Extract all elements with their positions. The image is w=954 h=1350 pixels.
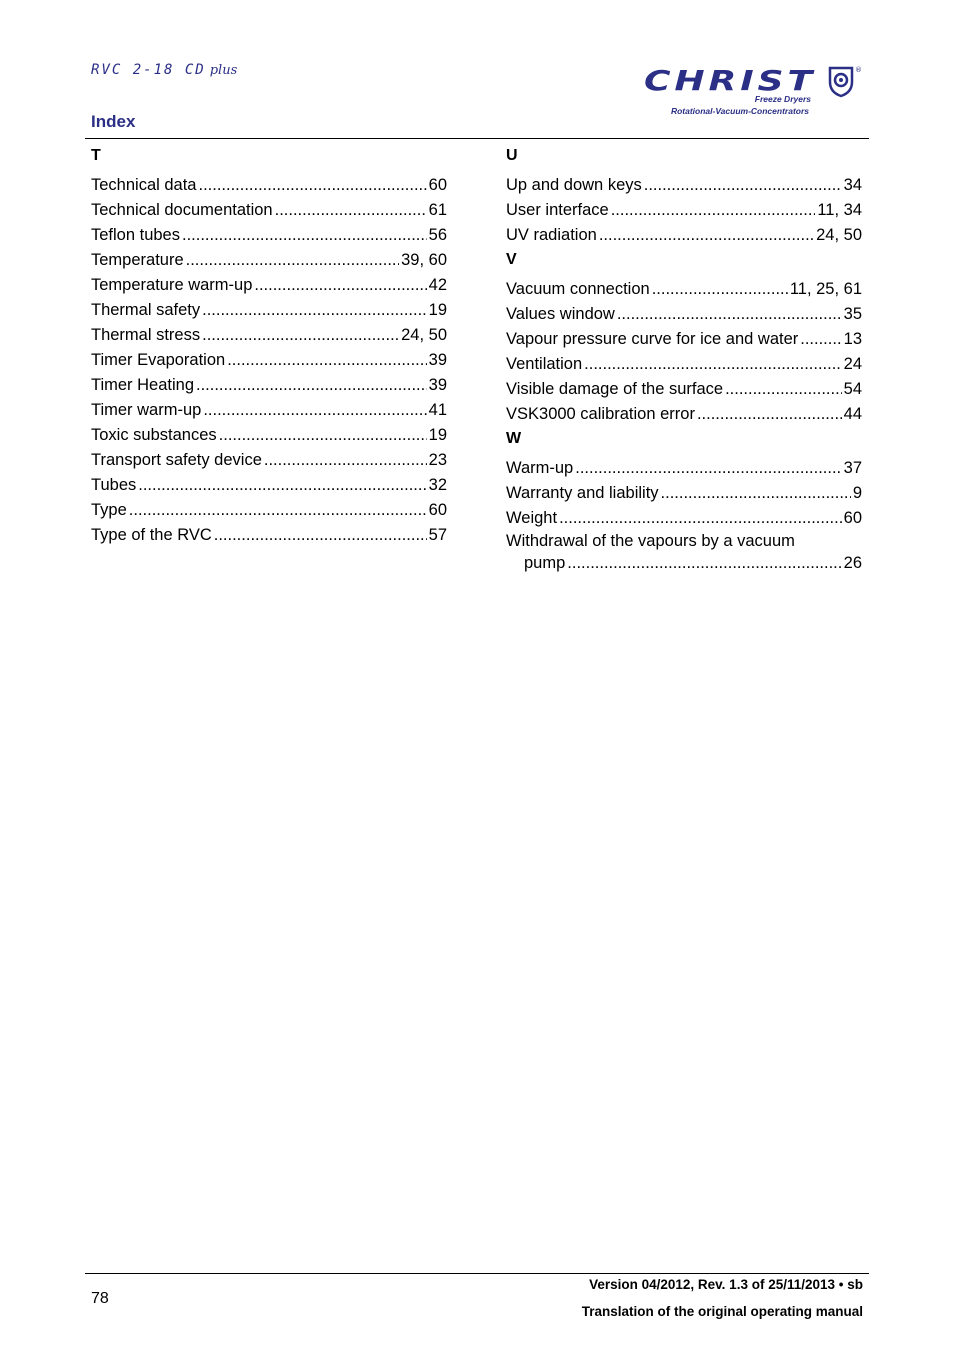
leader-dots xyxy=(275,198,427,223)
leader-dots xyxy=(186,248,399,273)
index-pages: 39 xyxy=(428,351,447,369)
leader-dots xyxy=(264,448,427,473)
footer-translation-note: Translation of the original operating manual xyxy=(581,1304,863,1319)
leader-dots xyxy=(227,348,426,373)
index-term: Vacuum connection xyxy=(506,280,650,298)
index-term-line2: pump xyxy=(524,554,566,572)
index-entry xyxy=(506,198,862,223)
logo-tagline-rvc: Rotational-Vacuum-Concentrators xyxy=(670,106,809,116)
index-term: Values window xyxy=(506,305,615,323)
page-number: 78 xyxy=(91,1290,109,1307)
index-pages: 60 xyxy=(843,509,862,527)
index-entry xyxy=(506,456,862,481)
index-entry xyxy=(91,473,447,498)
leader-dots xyxy=(584,352,841,377)
index-term: Technical documentation xyxy=(91,201,273,219)
index-entry xyxy=(506,481,862,506)
index-entry xyxy=(91,248,447,273)
index-pages: 19 xyxy=(428,426,447,444)
index-term: Timer warm-up xyxy=(91,401,202,419)
index-entry xyxy=(506,352,862,377)
index-entry xyxy=(91,423,447,448)
index-term: UV radiation xyxy=(506,226,597,244)
index-term: Warranty and liability xyxy=(506,484,659,502)
index-pages: 11, 34 xyxy=(817,201,862,219)
index-entry xyxy=(91,398,447,423)
index-pages: 24, 50 xyxy=(816,226,862,244)
index-term: Teflon tubes xyxy=(91,226,180,244)
leader-dots xyxy=(129,498,427,523)
index-entry xyxy=(91,348,447,373)
index-entry xyxy=(506,223,862,248)
logo-tagline-freeze-dryers: Freeze Dryers xyxy=(754,94,811,104)
index-entry xyxy=(506,302,862,327)
index-entry xyxy=(506,277,862,302)
leader-dots xyxy=(254,273,426,298)
index-term-continuation xyxy=(506,552,862,574)
index-entry xyxy=(91,373,447,398)
leader-dots xyxy=(138,473,426,498)
index-pages: 54 xyxy=(843,380,862,398)
index-term: Weight xyxy=(506,509,558,527)
leader-dots xyxy=(567,552,841,574)
index-pages: 44 xyxy=(843,405,862,423)
model-suffix: plus xyxy=(209,63,238,78)
leader-dots xyxy=(652,277,788,302)
index-pages: 32 xyxy=(428,476,447,494)
index-term: Temperature xyxy=(91,251,184,269)
index-term: Thermal stress xyxy=(91,326,201,344)
leader-dots xyxy=(559,506,842,531)
index-entry xyxy=(506,506,862,531)
index-pages: 60 xyxy=(428,501,447,519)
index-pages: 57 xyxy=(428,526,447,544)
leader-dots xyxy=(202,323,399,348)
model-name xyxy=(91,62,237,78)
index-pages: 60 xyxy=(428,176,447,194)
leader-dots xyxy=(199,173,427,198)
logo-wordmark: CHRIST xyxy=(644,64,816,97)
leader-dots xyxy=(202,298,427,323)
leader-dots xyxy=(196,373,427,398)
footer-divider xyxy=(85,1273,869,1274)
index-pages: 35 xyxy=(843,305,862,323)
index-pages: 41 xyxy=(428,401,447,419)
index-group-w xyxy=(506,456,862,577)
index-pages: 56 xyxy=(428,226,447,244)
index-pages: 26 xyxy=(843,554,862,572)
leader-dots xyxy=(661,481,851,506)
index-term: Technical data xyxy=(91,176,197,194)
index-entry xyxy=(506,327,862,352)
index-entry xyxy=(91,323,447,348)
logo-registered-mark: ® xyxy=(855,66,862,74)
index-group-v xyxy=(506,277,862,427)
index-pages: 42 xyxy=(428,276,447,294)
index-entry xyxy=(91,498,447,523)
index-entry xyxy=(506,173,862,198)
leader-dots xyxy=(611,198,816,223)
index-term: Thermal safety xyxy=(91,301,201,319)
index-term: VSK3000 calibration error xyxy=(506,405,695,423)
index-term: User interface xyxy=(506,201,609,219)
index-group-t xyxy=(91,173,447,548)
index-pages: 61 xyxy=(428,201,447,219)
index-term: Timer Evaporation xyxy=(91,351,226,369)
index-entry xyxy=(91,198,447,223)
christ-logo xyxy=(640,62,870,122)
index-entry xyxy=(91,223,447,248)
leader-dots xyxy=(182,223,427,248)
index-term: Warm-up xyxy=(506,459,574,477)
logo-shield-icon xyxy=(830,68,852,96)
index-term: Toxic substances xyxy=(91,426,217,444)
index-pages: 24, 50 xyxy=(401,326,447,344)
index-pages: 19 xyxy=(428,301,447,319)
index-entry xyxy=(91,298,447,323)
index-pages: 39, 60 xyxy=(401,251,447,269)
index-pages: 37 xyxy=(843,459,862,477)
index-entry xyxy=(91,173,447,198)
index-term: Type xyxy=(91,501,127,519)
index-term: Vapour pressure curve for ice and water xyxy=(506,330,799,348)
index-pages: 9 xyxy=(852,484,862,502)
index-letter-u: U xyxy=(506,147,518,164)
index-pages: 11, 25, 61 xyxy=(789,280,862,298)
leader-dots xyxy=(644,173,842,198)
index-term: Ventilation xyxy=(506,355,583,373)
index-column-left xyxy=(91,144,447,548)
index-term: Tubes xyxy=(91,476,137,494)
index-entry xyxy=(506,377,862,402)
index-pages: 39 xyxy=(428,376,447,394)
index-pages: 13 xyxy=(843,330,862,348)
leader-dots xyxy=(617,302,842,327)
index-entry xyxy=(506,402,862,427)
leader-dots xyxy=(599,223,814,248)
leader-dots xyxy=(214,523,427,548)
index-letter-v: V xyxy=(506,251,517,268)
index-term: Temperature warm-up xyxy=(91,276,253,294)
index-term: Timer Heating xyxy=(91,376,195,394)
index-pages: 24 xyxy=(843,355,862,373)
footer-version: Version 04/2012, Rev. 1.3 of 25/11/2013 • sb xyxy=(589,1277,863,1292)
index-term: Up and down keys xyxy=(506,176,642,194)
leader-dots xyxy=(800,327,841,352)
index-term: Type of the RVC xyxy=(91,526,212,544)
leader-dots xyxy=(219,423,427,448)
leader-dots xyxy=(725,377,842,402)
index-term: Transport safety device xyxy=(91,451,262,469)
index-group-u xyxy=(506,173,862,248)
index-entry-wrapped xyxy=(506,531,862,577)
index-term-line1: Withdrawal of the vapours by a vacuum xyxy=(506,532,795,550)
index-entry xyxy=(91,448,447,473)
index-entry xyxy=(91,273,447,298)
leader-dots xyxy=(697,402,842,427)
leader-dots xyxy=(575,456,841,481)
leader-dots xyxy=(203,398,426,423)
index-letter-w: W xyxy=(506,430,522,447)
index-letter-t: T xyxy=(91,147,101,164)
section-title: Index xyxy=(91,112,136,131)
index-entry xyxy=(91,523,447,548)
header-divider xyxy=(85,138,869,139)
model-name-text: RVC 2-18 CD xyxy=(91,62,206,78)
index-pages: 34 xyxy=(843,176,862,194)
index-pages: 23 xyxy=(428,451,447,469)
index-term: Visible damage of the surface xyxy=(506,380,724,398)
index-column-right xyxy=(506,144,862,577)
